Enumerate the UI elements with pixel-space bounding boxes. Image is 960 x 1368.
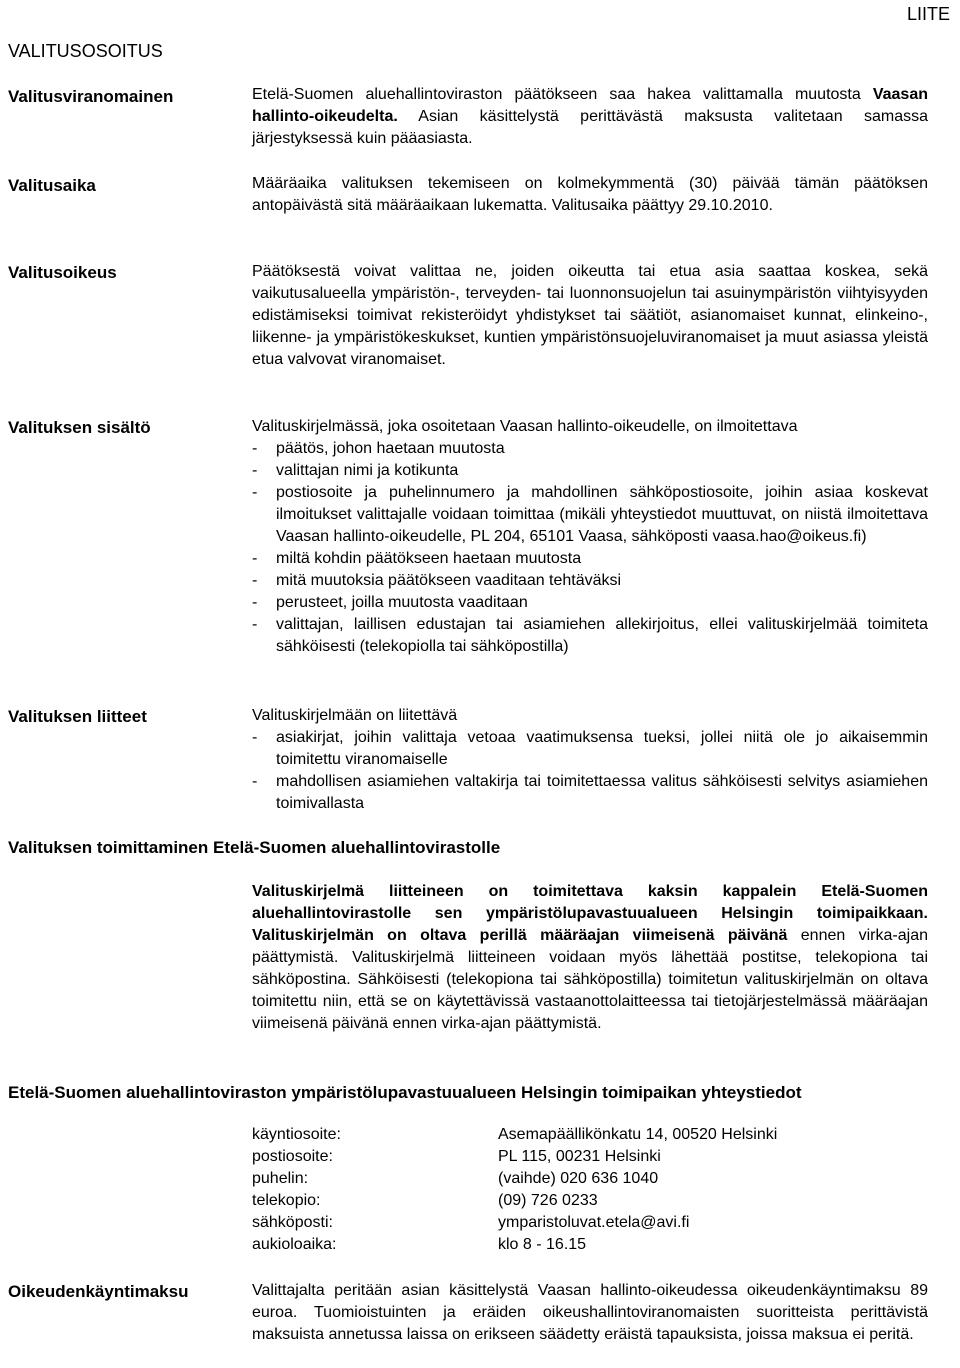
section-body-sisalto <box>252 416 928 658</box>
contact-value: Asemapäällikönkatu 14, 00520 Helsinki <box>498 1126 778 1143</box>
section-text-oikeudenkayntimaksu: Valittajalta peritään asian käsittelystä Vaasan hallinto-oikeudessa oikeudenkäyntimaksu 89 euroa. Tuomioistuinten ja eräiden oikeushallintoviranomaisten suoritteista perittävistä maksuista annetussa laissa on erikseen säädetty eräistä tapauksista, joissa maksua ei peritä. <box>252 1282 928 1343</box>
list-item: - miltä kohdin päätökseen haetaan muutosta <box>252 548 928 570</box>
section-label-sisalto: Valituksen sisältö <box>8 418 151 437</box>
list-item: - postiosoite ja puhelinnumero ja mahdollinen sähköpostiosoite, joihin asiaa koskevat ilmoitukset valittajalle voidaan toimittaa (mikäli yhteystiedot muuttuvat, on niistä ilmoitettava Vaasan hallinto-oikeudelle, PL 204, 65101 Vaasa, sähköposti vaasa.hao@oikeus.fi) <box>252 482 928 548</box>
section-heading-toimittaminen: Valituksen toimittaminen Etelä-Suomen aluehallintovirastolle <box>8 838 501 857</box>
list-item: - valittajan, laillisen edustajan tai asiamiehen allekirjoitus, ellei valituskirjelmää toimiteta sähköisesti (telekopiolla tai sähköpostilla) <box>252 614 928 658</box>
contact-row <box>252 1168 777 1190</box>
section-heading-yhteystiedot: Etelä-Suomen aluehallintoviraston ympäristölupavastuualueen Helsingin toimipaikan yhteystiedot <box>8 1083 802 1102</box>
contact-value: (vaihde) 020 636 1040 <box>498 1170 659 1187</box>
liitteet-list <box>252 727 928 815</box>
list-item: - asiakirjat, joihin valittaja vetoaa vaatimuksensa tueksi, jollei niitä ole jo aikaisemmin toimitettu viranomaiselle <box>252 727 928 771</box>
contact-row <box>252 1190 777 1212</box>
list-item: - mahdollisen asiamiehen valtakirja tai toimitettaessa valitus sähköisesti selvitys asiamiehen toimivallasta <box>252 771 928 815</box>
section-text-valitusoikeus: Päätöksestä voivat valittaa ne, joiden oikeutta tai etua asia saattaa koskea, sekä vaikutusalueella ympäristön-, terveyden- tai luonnonsuojelun tai asuinympäristön viihtyisyyden edistämiseksi toimivat rekisteröidyt yhdistykset tai säätiöt, asianomaiset kunnat, elinkeino-, liikenne- ja ympäristökeskukset, kuntien ympäristönsuojeluviranomaiset ja muut asiassa yleistä etua valvovat viranomaiset. <box>252 263 928 368</box>
list-item: - päätös, johon haetaan muutosta <box>252 438 928 460</box>
contact-table <box>252 1124 777 1256</box>
list-item: - mitä muutoksia päätökseen vaaditaan tehtäväksi <box>252 570 928 592</box>
section-label-oikeudenkayntimaksu: Oikeudenkäyntimaksu <box>8 1282 189 1301</box>
contact-row <box>252 1146 777 1168</box>
section-text-valitusaika: Määräaika valituksen tekemiseen on kolmekymmentä (30) päivää tämän päätöksen antopäivästä sitä määräaikaan lukematta. Valitusaika päättyy 29.10.2010. <box>252 175 928 214</box>
section-text-valitusviranomainen: Etelä-Suomen aluehallintoviraston päätökseen saa hakea valittamalla muutosta Vaasan hallinto-oikeudelta. Asian käsittelystä perittävästä maksusta valitetaan samassa järjestyksessä kuin pääasiasta. <box>252 86 928 147</box>
contact-key: aukioloaika: <box>252 1236 337 1253</box>
contact-value: (09) 726 0233 <box>498 1192 598 1209</box>
page-title: VALITUSOSOITUS <box>8 41 163 61</box>
section-label-liitteet: Valituksen liitteet <box>8 707 147 726</box>
contact-key: puhelin: <box>252 1170 309 1187</box>
liitteet-intro: Valituskirjelmään on liitettävä <box>252 707 458 724</box>
section-label-valitusoikeus: Valitusoikeus <box>8 263 117 282</box>
contact-key: telekopio: <box>252 1192 321 1209</box>
contact-row <box>252 1212 777 1234</box>
page-label: LIITE <box>906 4 950 24</box>
contact-value: klo 8 - 16.15 <box>498 1236 587 1253</box>
contact-key: käyntiosoite: <box>252 1126 341 1143</box>
sisalto-list <box>252 438 928 658</box>
section-label-valitusviranomainen: Valitusviranomainen <box>8 87 174 106</box>
contact-row <box>252 1234 777 1256</box>
contact-key: sähköposti: <box>252 1214 333 1231</box>
contact-value: ymparistoluvat.etela@avi.fi <box>498 1214 690 1231</box>
list-item: - valittajan nimi ja kotikunta <box>252 460 928 482</box>
contact-key: postiosoite: <box>252 1148 333 1165</box>
section-label-valitusaika: Valitusaika <box>8 176 96 195</box>
sisalto-intro: Valituskirjelmässä, joka osoitetaan Vaasan hallinto-oikeudelle, on ilmoitettava <box>252 418 798 435</box>
section-text-toimittaminen: Valituskirjelmä liitteineen on toimitettava kaksin kappalein Etelä-Suomen aluehallintovirastolle sen ympäristölupavastuualueen Helsingin toimipaikkaan. Valituskirjelmän on oltava perillä määräajan viimeisenä päivänä ennen virka-ajan päättymistä. Valituskirjelmä liitteineen voidaan myös lähettää postitse, telekopiona tai sähköpostina. Sähköisesti (telekopiona tai sähköpostilla) toimitetun valituskirjelmän on oltava toimitettu niin, että se on käytettävissä vastaanottolaitteessa tai tietojärjestelmässä määräajan viimeisenä päivänä ennen virka-ajan päättymistä. <box>252 883 928 1032</box>
list-item: - perusteet, joilla muutosta vaaditaan <box>252 592 928 614</box>
contact-value: PL 115, 00231 Helsinki <box>498 1148 661 1165</box>
section-body-liitteet <box>252 705 928 815</box>
contact-row <box>252 1124 777 1146</box>
